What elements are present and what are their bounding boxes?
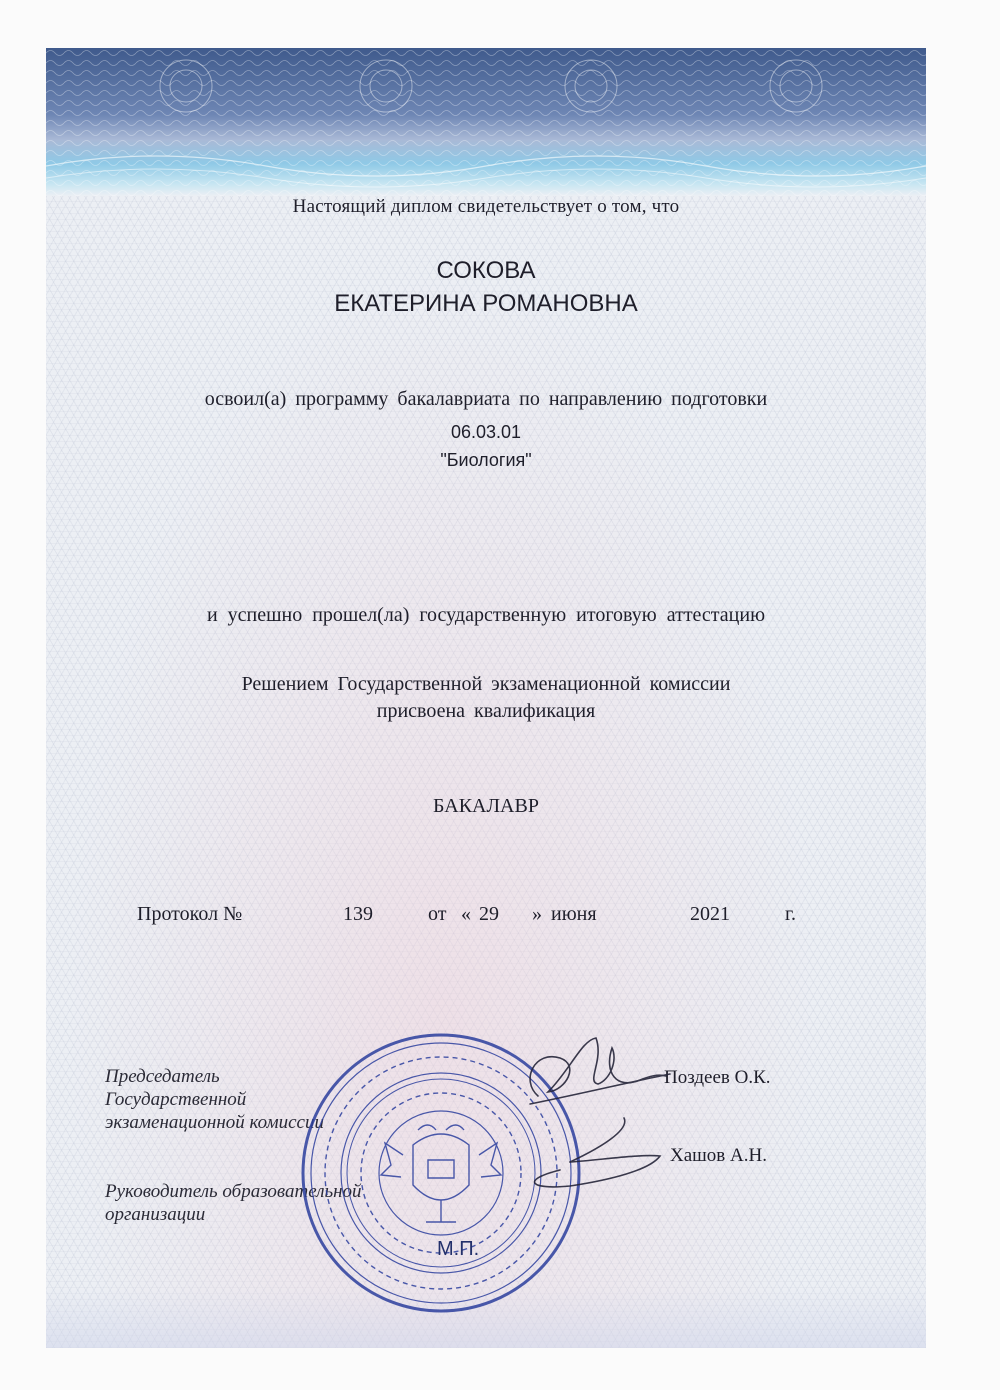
security-pattern-band bbox=[46, 48, 926, 196]
protocol-label: Протокол № bbox=[137, 903, 243, 925]
commission-decision: Решением Государственной экзаменационной комиссии bbox=[241, 673, 731, 695]
program-statement: освоил(а) программу бакалавриата по направлению подготовки bbox=[204, 388, 768, 410]
head-name: Хашов А.Н. bbox=[670, 1145, 767, 1166]
handwritten-signatures bbox=[500, 1020, 700, 1220]
chair-label-line3: экзаменационной комиссии bbox=[105, 1112, 324, 1133]
chair-label-line2: Государственной bbox=[105, 1089, 247, 1110]
program-code: 06.03.01 bbox=[450, 422, 522, 442]
qualification-assigned: присвоена квалификация bbox=[376, 700, 596, 722]
protocol-number: 139 bbox=[343, 903, 373, 925]
head-label-line2: организации bbox=[105, 1204, 206, 1225]
protocol-year: 2021 bbox=[690, 903, 730, 925]
graduate-surname: СОКОВА bbox=[436, 257, 536, 284]
protocol-line bbox=[0, 903, 1000, 943]
specialty-name: "Биология" bbox=[440, 450, 532, 470]
attestation-statement: и успешно прошел(ла) государственную итоговую аттестацию bbox=[206, 604, 766, 626]
protocol-open-quote: « bbox=[461, 903, 471, 925]
chair-label bbox=[105, 1065, 324, 1134]
head-label-line1: Руководитель образовательной bbox=[105, 1181, 362, 1202]
protocol-year-suffix: г. bbox=[785, 903, 796, 925]
chair-label-line1: Председатель bbox=[105, 1066, 220, 1087]
graduate-given-names: ЕКАТЕРИНА РОМАНОВНА bbox=[334, 290, 638, 317]
diploma-intro: Настоящий диплом свидетельствует о том, что bbox=[292, 196, 680, 217]
protocol-from-label: от bbox=[428, 903, 447, 925]
seal-place-label: М.П. bbox=[437, 1238, 480, 1260]
qualification-title: БАКАЛАВР bbox=[433, 795, 539, 817]
protocol-month: июня bbox=[551, 903, 597, 925]
protocol-close-quote: » bbox=[532, 903, 542, 925]
protocol-day: 29 bbox=[479, 903, 499, 925]
chair-name: Поздеев О.К. bbox=[664, 1067, 771, 1088]
